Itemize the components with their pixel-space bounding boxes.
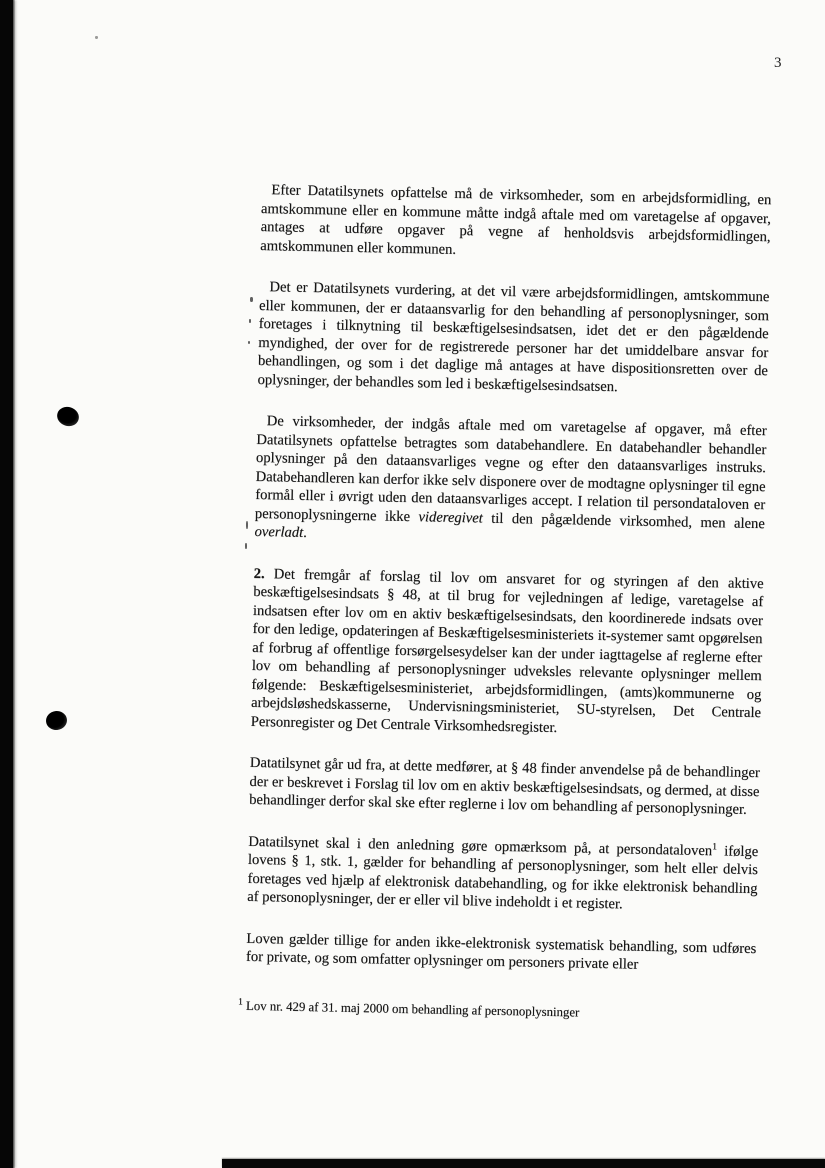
italic-term-overladt: overladt — [254, 523, 304, 541]
paragraph-3-text: . — [302, 524, 307, 541]
italic-term-videregivet: videregivet — [418, 508, 483, 526]
paragraph-3-text: til den pågældende virksomhed, men alene — [482, 509, 765, 532]
hole-punch-mark-bottom — [45, 710, 68, 732]
paragraph-7: Loven gælder tillige for anden ikke-elektronisk systematisk behandling, som udføres for private, og som omfatter oplysninger om personers private eller — [245, 930, 757, 973]
hole-punch-mark-top — [55, 404, 82, 429]
scan-speck — [250, 297, 253, 302]
paragraph-4 — [251, 564, 764, 741]
footnote — [238, 997, 755, 1023]
paragraph-2: Det er Datatilsynets vurdering, at det vil være arbejdsformidlingen, amtskommune eller kommunen, der er dataansvarlig for den behandling af personoplysninger, som foretages i tilknytning til beskæftigelsesindsatsen, idet det er den pågældende myndighed, der over for de registrerede personer har det umiddelbare ansvar for behandlingen, og som i det daglige må antages at have dispositionsretten over de oplysninger, der behandles som led i beskæftigelsesindsatsen. — [257, 279, 770, 395]
footnote-marker: 1 — [237, 996, 243, 1007]
scan-speck — [249, 319, 251, 323]
scan-speck — [246, 521, 248, 529]
paragraph-3 — [254, 412, 766, 552]
paragraph-6-text: ifølge lovens § 1, stk. 1, gælder for behandling af personoplysninger, som helt eller delvis foretages ved hjælp af elektronisk databehandling, og for ikke elektronisk behandling af personoplysninger, der er eller vil blive indeholdt i et register. — [247, 842, 759, 913]
paragraph-3-text: De virksomheder, der indgås aftale med om varetagelse af opgaver, må efter Datatilsynets opfattelse betragtes som databehandlere. En databehandler behandler oplysninger på den dataansvarliges vegne og efter den dataansvarliges instruks. Databehandleren kan derfor ikke selv disponere over de modtagne oplysninger til egne formål eller i øvrigt uden den dataansvarliges accept. I relation til persondataloven er personoplysningerne ikke — [254, 413, 767, 525]
scan-speck — [248, 341, 250, 344]
scan-edge-left — [0, 0, 13, 1168]
paragraph-6 — [247, 832, 758, 916]
scan-speck — [245, 543, 247, 549]
document-body — [237, 181, 772, 1024]
scan-speck — [95, 36, 98, 39]
footnote-reference: 1 — [712, 841, 718, 852]
paragraph-5: Datatilsynet går ud fra, at dette medfører, at § 48 finder anvendelse på de behandlinger der er beskrevet i Forslag til lov om en aktiv beskæftigelsesindsats, og dermed, at disse behandlinger derfor skal ske efter reglerne i lov om behandling af personoplysninger. — [248, 754, 760, 818]
paragraph-4-text: Det fremgår af forslag til lov om ansvaret for og styringen af den aktive beskæftigelsesindsats § 48, at til brug for vejledningen af ledige, varetagelse af indsatsen efter lov om en aktiv beskæftigelsesindsats, den koordinerede indsats over for den ledige, opdateringen af Beskæftigelsesministeriets it-systemer samt opgørelsen af forbrug af offentlige forsørgelsesydelser kan der under iagttagelse af reglerne efter lov om behandling af personoplysninger udveksles relevante oplysninger mellem følgende: Beskæftigelsesministeriet, arbejdsformidlingen, (amts)kommunerne og arbejdsløshedskasserne, Undervisningsministeriet, SU-styrelsen, Det Centrale Personregister og Det Centrale Virksomhedsregister. — [250, 565, 764, 736]
footnote-text: Lov nr. 429 af 31. maj 2000 om behandling af personoplysninger — [242, 998, 580, 1020]
scan-edge-bottom — [222, 1159, 825, 1168]
section-number: 2. — [253, 565, 265, 582]
page-number: 3 — [774, 55, 782, 71]
paragraph-1: Efter Datatilsynets opfattelse må de virksomheder, som en arbejdsformidling, en amtskommune eller en kommune måtte indgå aftale med om varetagelse af opgaver, antages at udføre opgaver på vegne af henholdsvis arbejdsformidlingen, amtskommunen eller kommunen. — [260, 182, 772, 258]
paragraph-6-text: Datatilsynet skal i den anledning gøre opmærksom på, at persondataloven — [248, 833, 713, 859]
